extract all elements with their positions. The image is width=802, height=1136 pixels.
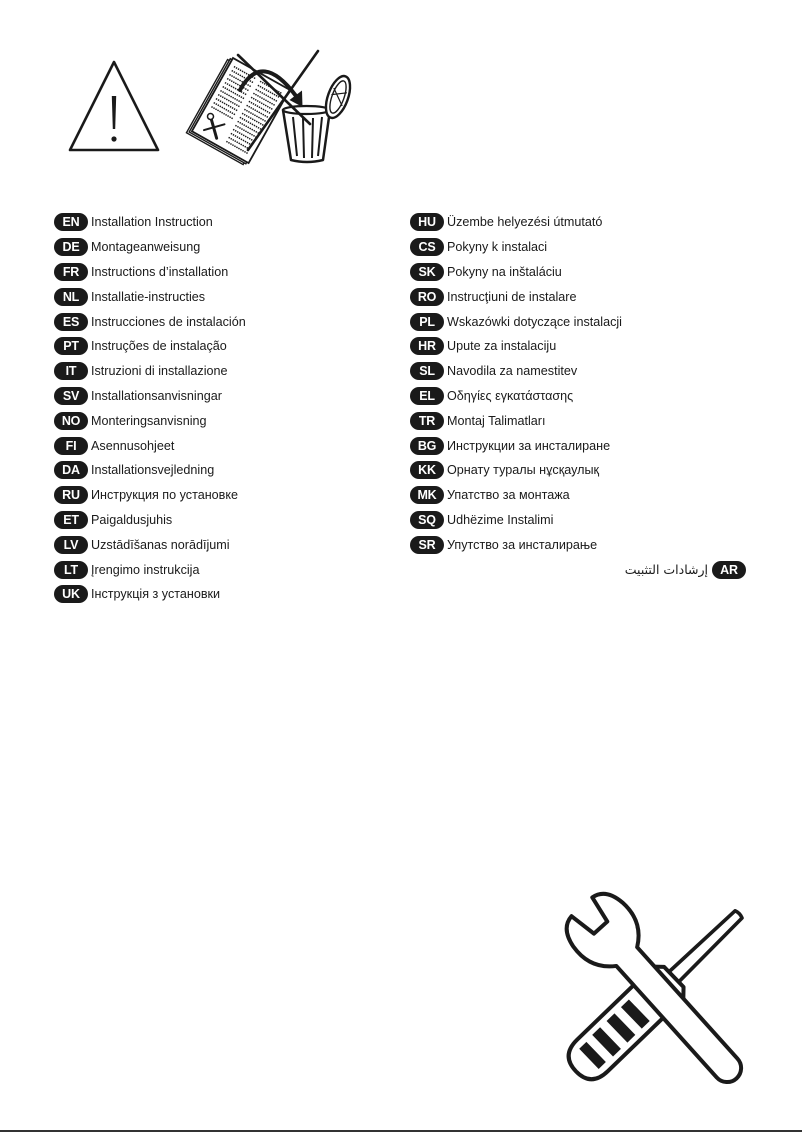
language-item-bg xyxy=(410,433,746,458)
language-item-nl xyxy=(54,284,384,309)
language-list-left xyxy=(54,210,384,607)
language-label: Instrucciones de instalación xyxy=(91,314,246,329)
language-label: Wskazówki dotyczące instalacji xyxy=(447,314,622,329)
language-item-et xyxy=(54,508,384,533)
language-item-it xyxy=(54,359,384,384)
language-code-badge: HU xyxy=(410,213,444,231)
language-label: Įrengimo instrukcija xyxy=(91,562,200,577)
language-label: Monteringsanvisning xyxy=(91,413,207,428)
language-item-tr xyxy=(410,408,746,433)
language-code-badge: FI xyxy=(54,437,88,455)
language-label: Орнату туралы нұсқаулық xyxy=(447,463,600,478)
language-item-de xyxy=(54,235,384,260)
language-label: Pokyny na inštaláciu xyxy=(447,264,562,279)
language-item-sr xyxy=(410,532,746,557)
language-code-badge: ES xyxy=(54,313,88,331)
language-label: Üzembe helyezési útmutató xyxy=(447,215,603,230)
language-label: Instruções de instalação xyxy=(91,339,227,354)
language-label: Uzstādīšanas norādījumi xyxy=(91,537,230,552)
language-code-badge: BG xyxy=(410,437,444,455)
language-code-badge: NO xyxy=(54,412,88,430)
language-item-mk xyxy=(410,483,746,508)
language-label: Udhëzime Instalimi xyxy=(447,512,554,527)
language-code-badge: SQ xyxy=(410,511,444,529)
language-item-pl xyxy=(410,309,746,334)
language-item-ar xyxy=(410,557,746,582)
language-label: Οδηγίες εγκατάστασης xyxy=(447,388,574,403)
language-label: Installatie-instructies xyxy=(91,289,206,304)
warning-triangle-icon xyxy=(70,62,158,150)
do-not-discard-manual-icon xyxy=(186,51,354,167)
language-code-badge: KK xyxy=(410,461,444,479)
language-label: Pokyny k instalaci xyxy=(447,240,548,255)
language-label: Інструкція з установки xyxy=(91,587,221,602)
language-item-da xyxy=(54,458,384,483)
language-item-el xyxy=(410,384,746,409)
language-label: Montageanweisung xyxy=(91,240,201,255)
language-label: Istruzioni di installazione xyxy=(91,364,228,379)
language-code-badge: EL xyxy=(410,387,444,405)
language-code-badge: RU xyxy=(54,486,88,504)
language-item-hr xyxy=(410,334,746,359)
language-code-badge: EN xyxy=(54,213,88,231)
language-item-hu xyxy=(410,210,746,235)
language-label: Installationsanvisningar xyxy=(91,388,222,403)
header-illustrations xyxy=(0,0,400,180)
language-code-badge: CS xyxy=(410,238,444,256)
language-label: إرشادات التثبيت xyxy=(624,562,708,578)
language-code-badge: NL xyxy=(54,288,88,306)
language-code-badge: SL xyxy=(410,362,444,380)
language-label: Упутство за инсталирање xyxy=(447,537,598,552)
wrench-screwdriver-icon xyxy=(540,880,780,1100)
language-item-es xyxy=(54,309,384,334)
language-item-cs xyxy=(410,235,746,260)
language-code-badge: MK xyxy=(410,486,444,504)
language-item-no xyxy=(54,408,384,433)
language-label: Инструкция по установке xyxy=(91,488,239,503)
language-code-badge: HR xyxy=(410,337,444,355)
language-label: Упатство за монтажа xyxy=(447,488,570,503)
language-item-en xyxy=(54,210,384,235)
language-label: Instructions d’installation xyxy=(91,264,229,279)
language-code-badge: ET xyxy=(54,511,88,529)
language-item-lt xyxy=(54,557,384,582)
language-item-uk xyxy=(54,582,384,607)
language-item-sv xyxy=(54,384,384,409)
language-label: Navodila za namestitev xyxy=(447,364,578,379)
language-code-badge: SV xyxy=(54,387,88,405)
language-code-badge: IT xyxy=(54,362,88,380)
page-bottom-rule xyxy=(0,1130,802,1132)
language-code-badge: SK xyxy=(410,263,444,281)
language-code-badge: DA xyxy=(54,461,88,479)
language-label: Installation Instruction xyxy=(91,215,213,230)
language-item-ru xyxy=(54,483,384,508)
language-item-sl xyxy=(410,359,746,384)
language-code-badge: LT xyxy=(54,561,88,579)
language-code-badge: DE xyxy=(54,238,88,256)
language-item-kk xyxy=(410,458,746,483)
language-code-badge: AR xyxy=(712,561,746,579)
language-label: Asennusohjeet xyxy=(91,438,175,453)
language-code-badge: LV xyxy=(54,536,88,554)
language-item-pt xyxy=(54,334,384,359)
language-code-badge: TR xyxy=(410,412,444,430)
language-code-badge: UK xyxy=(54,585,88,603)
language-code-badge: FR xyxy=(54,263,88,281)
language-item-sq xyxy=(410,508,746,533)
language-item-fr xyxy=(54,260,384,285)
language-list-right xyxy=(410,210,746,582)
language-item-fi xyxy=(54,433,384,458)
language-item-ro xyxy=(410,284,746,309)
language-label: Instrucţiuni de instalare xyxy=(447,289,577,304)
language-item-lv xyxy=(54,532,384,557)
language-code-badge: PT xyxy=(54,337,88,355)
language-label: Инструкции за инсталиране xyxy=(447,438,611,453)
language-label: Paigaldusjuhis xyxy=(91,512,173,527)
language-code-badge: RO xyxy=(410,288,444,306)
language-label: Installationsvejledning xyxy=(91,463,215,478)
language-label: Montaj Talimatları xyxy=(447,413,546,428)
language-code-badge: PL xyxy=(410,313,444,331)
language-label: Upute za instalaciju xyxy=(447,339,557,354)
language-code-badge: SR xyxy=(410,536,444,554)
language-item-sk xyxy=(410,260,746,285)
